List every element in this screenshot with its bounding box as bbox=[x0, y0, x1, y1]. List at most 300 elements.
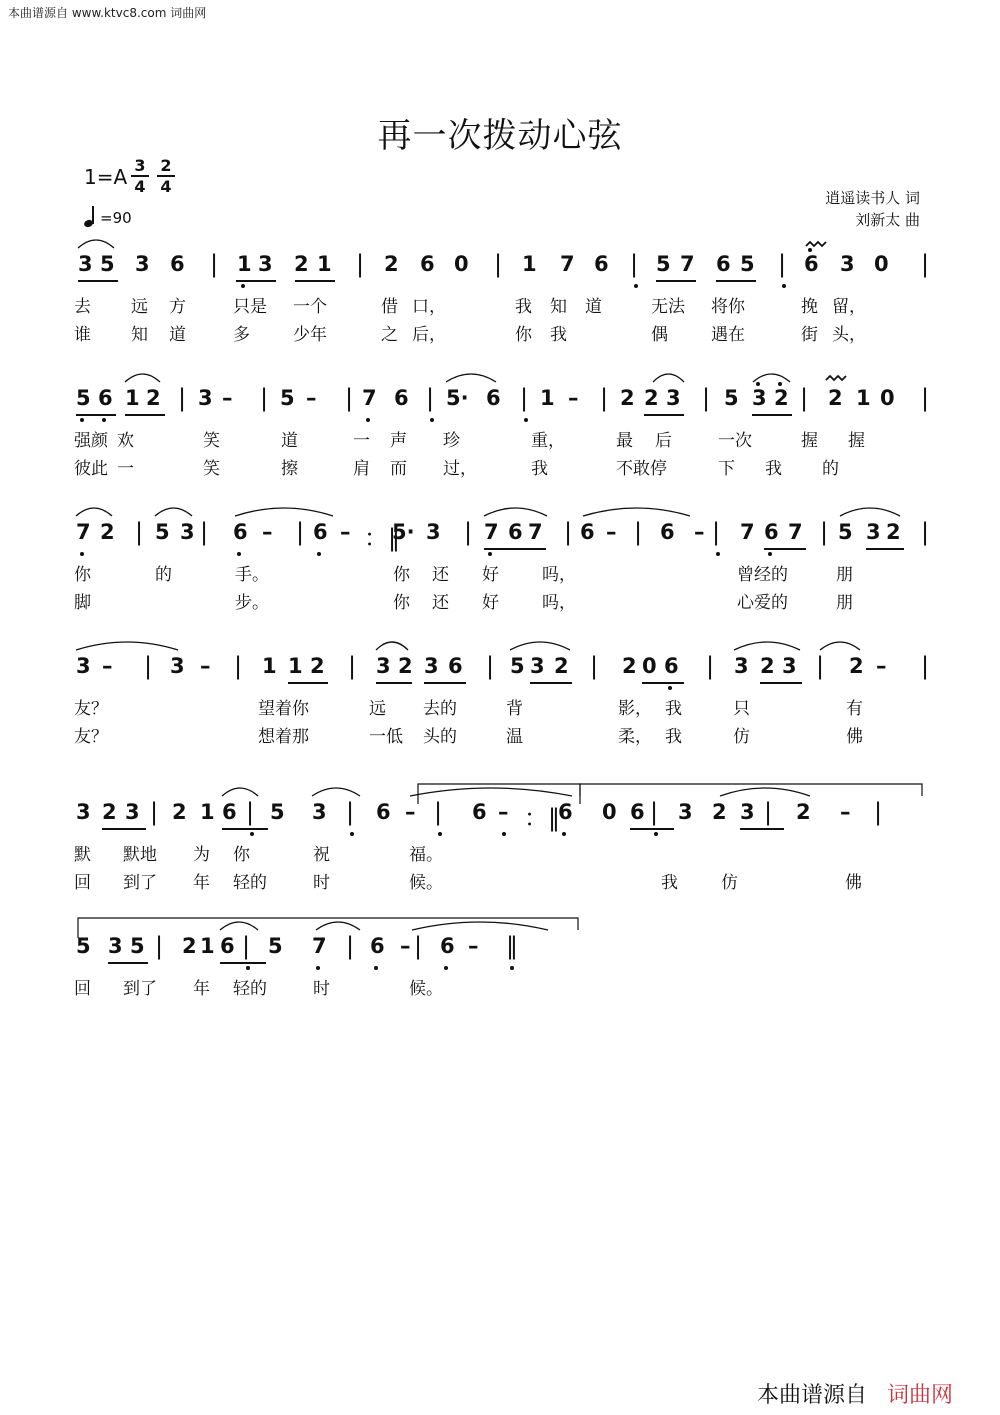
time-sig-denominator: 4 bbox=[131, 175, 149, 196]
lyric-syllable: 笑 bbox=[203, 431, 220, 451]
lyric-syllable: 你 bbox=[74, 565, 91, 585]
bar-line: | bbox=[260, 384, 269, 412]
composer-credit: 刘新太 曲 bbox=[855, 211, 920, 229]
note: 5 bbox=[100, 252, 115, 276]
lyric-syllable: 遇在 bbox=[711, 325, 745, 345]
bar-line: ‖ bbox=[506, 932, 518, 960]
note: – bbox=[340, 520, 351, 544]
lyric-syllable: 无法 bbox=[651, 297, 685, 317]
lyric-syllable: 欢 bbox=[117, 431, 134, 451]
lyric-syllable: 远 bbox=[369, 699, 386, 719]
note: 0 bbox=[642, 654, 657, 678]
lyric-syllable: 只是 bbox=[233, 297, 267, 317]
note: 6 bbox=[420, 252, 435, 276]
lyric-syllable: 头， bbox=[832, 325, 866, 345]
note: 6 bbox=[98, 386, 113, 410]
octave-dot-below bbox=[782, 284, 786, 288]
note: 6 bbox=[664, 654, 679, 678]
note: 0 bbox=[880, 386, 895, 410]
octave-dot-below bbox=[250, 832, 254, 836]
lyric-syllable: 知 bbox=[550, 297, 567, 317]
lyric-syllable: 到了 bbox=[123, 873, 157, 893]
slur-arc bbox=[510, 642, 570, 650]
note: 2 bbox=[294, 252, 309, 276]
note: – bbox=[876, 654, 887, 678]
note: 6 bbox=[448, 654, 463, 678]
note: – bbox=[306, 386, 317, 410]
bar-line: | bbox=[494, 250, 503, 278]
lyric-syllable: 年 bbox=[193, 979, 210, 999]
bar-line: | bbox=[178, 384, 187, 412]
slur-arc bbox=[734, 642, 800, 650]
lyric-syllable: 过， bbox=[443, 459, 477, 479]
watermark-bottom bbox=[757, 1378, 953, 1409]
note: 6 bbox=[716, 252, 731, 276]
bar-line: | bbox=[564, 518, 573, 546]
note: 3 bbox=[666, 386, 681, 410]
octave-dot-below bbox=[524, 418, 528, 422]
lyric-syllable: 重， bbox=[531, 431, 565, 451]
slur-arc bbox=[412, 922, 548, 930]
note: 5 bbox=[270, 800, 285, 824]
note: 3 bbox=[678, 800, 693, 824]
bar-line: | bbox=[764, 798, 773, 826]
note: 6 bbox=[472, 800, 487, 824]
lyric-syllable: 我 bbox=[665, 727, 682, 747]
time-sig-numerator: 2 bbox=[160, 156, 172, 175]
lyric-syllable: 你 bbox=[393, 593, 410, 613]
notation-marks bbox=[0, 386, 1000, 476]
note: 6 bbox=[764, 520, 779, 544]
lyric-syllable: 回 bbox=[74, 979, 91, 999]
slur-arc bbox=[583, 508, 690, 516]
lyric-syllable: 我 bbox=[550, 325, 567, 345]
note: 5 bbox=[510, 654, 525, 678]
note: – bbox=[400, 934, 411, 958]
bar-line: | bbox=[712, 518, 721, 546]
note: 7 bbox=[788, 520, 803, 544]
note: 1 bbox=[856, 386, 871, 410]
note: 6 bbox=[558, 800, 573, 824]
octave-dot-below bbox=[430, 418, 434, 422]
lyric-syllable: 最 bbox=[616, 431, 633, 451]
lyric-syllable: 背 bbox=[506, 699, 523, 719]
note: 3 bbox=[135, 252, 150, 276]
note: 5· bbox=[446, 386, 469, 410]
lyric-syllable: 停 bbox=[650, 459, 667, 479]
note: 7 bbox=[528, 520, 543, 544]
lyric-syllable: 为 bbox=[193, 845, 210, 865]
note: – bbox=[262, 520, 273, 544]
slur-arc bbox=[125, 374, 160, 382]
bar-line: | bbox=[921, 652, 930, 680]
note: 3 bbox=[198, 386, 213, 410]
lyric-syllable: 还 bbox=[432, 593, 449, 613]
note: 2 bbox=[886, 520, 901, 544]
watermark-top: 本曲谱源自 www.ktvc8.com 词曲网 bbox=[8, 6, 207, 20]
lyric-syllable: 到了 bbox=[123, 979, 157, 999]
lyric-syllable: 一 bbox=[353, 431, 370, 451]
slur-arc bbox=[76, 508, 112, 516]
lyric-syllable: 道 bbox=[169, 325, 186, 345]
note: 2 bbox=[828, 386, 843, 410]
note: – bbox=[498, 800, 509, 824]
slur-arc bbox=[653, 374, 684, 382]
note: 6 bbox=[660, 520, 675, 544]
slur-arc bbox=[376, 642, 408, 650]
bar-line: | bbox=[155, 932, 164, 960]
note: 7 bbox=[362, 386, 377, 410]
time-signature-3-4 bbox=[131, 156, 149, 196]
slur-arc bbox=[720, 788, 810, 796]
lyric-syllable: 手。 bbox=[235, 565, 269, 585]
note: 2 bbox=[644, 386, 659, 410]
slur-arc bbox=[753, 374, 790, 382]
lyric-syllable: 道 bbox=[281, 431, 298, 451]
time-sig-denominator: 4 bbox=[157, 175, 175, 196]
lyric-syllable: 友？ bbox=[74, 699, 108, 719]
note: 2 bbox=[712, 800, 727, 824]
note: 3 bbox=[424, 654, 439, 678]
lyric-syllable: 的 bbox=[822, 459, 839, 479]
lyric-syllable: 曾经的 bbox=[737, 565, 788, 585]
lyric-syllable: 握 bbox=[801, 431, 818, 451]
octave-dot-above bbox=[778, 382, 782, 386]
note: 3 bbox=[530, 654, 545, 678]
octave-dot-below bbox=[716, 552, 720, 556]
octave-dot-below bbox=[102, 418, 106, 422]
note: 3 bbox=[740, 800, 755, 824]
lyric-syllable: 我 bbox=[515, 297, 532, 317]
lyric-syllable: 将你 bbox=[711, 297, 745, 317]
note: 1 bbox=[262, 654, 277, 678]
bar-line: | bbox=[800, 384, 809, 412]
lyric-syllable: 好 bbox=[482, 593, 499, 613]
lyric-syllable: 心爱的 bbox=[737, 593, 788, 613]
bar-line: | bbox=[242, 932, 251, 960]
octave-dot-below bbox=[510, 966, 514, 970]
slur-arc bbox=[76, 642, 178, 650]
octave-dot-below bbox=[768, 552, 772, 556]
notation-marks bbox=[0, 800, 1000, 890]
note: 2 bbox=[102, 800, 117, 824]
note: – bbox=[102, 654, 113, 678]
note: – bbox=[200, 654, 211, 678]
note: 1 bbox=[125, 386, 140, 410]
note: 2 bbox=[100, 520, 115, 544]
note: 0 bbox=[602, 800, 617, 824]
page-title: 再一次拨动心弦 bbox=[377, 116, 623, 156]
note: 3 bbox=[258, 252, 273, 276]
note: 3 bbox=[125, 800, 140, 824]
notation-marks bbox=[0, 934, 1000, 1024]
lyric-syllable: 远 bbox=[131, 297, 148, 317]
note: 5· bbox=[392, 520, 415, 544]
lyric-syllable: 候。 bbox=[409, 873, 443, 893]
note: 2 bbox=[146, 386, 161, 410]
lyric-syllable: 你 bbox=[515, 325, 532, 345]
bar-line: | bbox=[706, 652, 715, 680]
note: 2 bbox=[622, 654, 637, 678]
bar-line: | bbox=[135, 518, 144, 546]
note: – bbox=[468, 934, 479, 958]
bar-line: | bbox=[921, 384, 930, 412]
bar-line: | bbox=[464, 518, 473, 546]
note: 7 bbox=[76, 520, 91, 544]
note: 6 bbox=[508, 520, 523, 544]
lyric-syllable: 方 bbox=[169, 297, 186, 317]
note: 5 bbox=[280, 386, 295, 410]
lyric-syllable: 我 bbox=[765, 459, 782, 479]
lyric-syllable: 的 bbox=[155, 565, 172, 585]
bar-line: | bbox=[921, 518, 930, 546]
note: 3 bbox=[752, 386, 767, 410]
lyric-syllable: 头的 bbox=[423, 727, 457, 747]
slur-arc bbox=[410, 788, 572, 796]
note: 1 bbox=[522, 252, 537, 276]
slur-arc bbox=[235, 508, 333, 516]
octave-dot-below bbox=[80, 552, 84, 556]
notation-marks bbox=[0, 654, 1000, 744]
lyric-syllable: 彼此 bbox=[74, 459, 108, 479]
note: 6 bbox=[370, 934, 385, 958]
lyric-syllable: 友？ bbox=[74, 727, 108, 747]
note: 2 bbox=[310, 654, 325, 678]
bar-line: | bbox=[874, 798, 883, 826]
bar-line: | bbox=[650, 798, 659, 826]
note: 6 bbox=[233, 520, 248, 544]
tempo-mark bbox=[82, 205, 132, 227]
note: 3 bbox=[376, 654, 391, 678]
bar-line: ：‖ bbox=[364, 524, 400, 552]
lyric-syllable: 仿 bbox=[733, 727, 750, 747]
octave-dot-below bbox=[444, 966, 448, 970]
slur-arc bbox=[312, 788, 360, 796]
lyric-syllable: 轻的 bbox=[233, 979, 267, 999]
octave-dot-below bbox=[246, 966, 250, 970]
bar-line: | bbox=[414, 932, 423, 960]
octave-dot-below bbox=[317, 552, 321, 556]
note: 3 bbox=[782, 654, 797, 678]
note: 6 bbox=[440, 934, 455, 958]
bar-line: | bbox=[210, 250, 219, 278]
octave-dot-below bbox=[237, 552, 241, 556]
mordent-mark bbox=[806, 242, 826, 246]
octave-dot-below bbox=[654, 832, 658, 836]
note: 2 bbox=[182, 934, 197, 958]
lyric-syllable: 佛 bbox=[846, 727, 863, 747]
lyric-syllable: 知 bbox=[131, 325, 148, 345]
note: 7 bbox=[680, 252, 695, 276]
note: 3 bbox=[180, 520, 195, 544]
lyric-syllable: 道 bbox=[585, 297, 602, 317]
lyric-syllable: 我 bbox=[665, 699, 682, 719]
note: 1 bbox=[200, 934, 215, 958]
lyric-syllable: 回 bbox=[74, 873, 91, 893]
bar-line: | bbox=[778, 250, 787, 278]
note: 3 bbox=[76, 654, 91, 678]
slur-arc bbox=[220, 922, 258, 930]
lyric-syllable: 不敢 bbox=[616, 459, 650, 479]
lyric-syllable: 珍 bbox=[443, 431, 460, 451]
note: 3 bbox=[108, 934, 123, 958]
octave-dot-below bbox=[350, 832, 354, 836]
octave-dot-below bbox=[668, 686, 672, 690]
octave-dot-below bbox=[80, 418, 84, 422]
lyric-syllable: 仿 bbox=[721, 873, 738, 893]
lyric-syllable: 默地 bbox=[123, 845, 157, 865]
octave-dot-below bbox=[316, 966, 320, 970]
bar-line: | bbox=[348, 652, 357, 680]
octave-dot-above bbox=[756, 382, 760, 386]
lyric-syllable: 借 bbox=[381, 297, 398, 317]
note: 3 bbox=[78, 252, 93, 276]
lyric-syllable: 街 bbox=[801, 325, 818, 345]
lyric-syllable: 一 bbox=[117, 459, 134, 479]
octave-dot-below bbox=[562, 832, 566, 836]
note: 7 bbox=[312, 934, 327, 958]
note: – bbox=[694, 520, 705, 544]
slur-arc bbox=[222, 788, 258, 796]
note: 5 bbox=[740, 252, 755, 276]
mordent-mark bbox=[826, 376, 846, 380]
lyric-syllable: 擦 bbox=[281, 459, 298, 479]
lyric-syllable: 握 bbox=[848, 431, 865, 451]
lyric-syllable: 一低 bbox=[369, 727, 403, 747]
bar-line: | bbox=[820, 518, 829, 546]
slur-arc bbox=[78, 240, 114, 248]
note: 0 bbox=[454, 252, 469, 276]
lyric-syllable: 时 bbox=[313, 873, 330, 893]
lyric-syllable: 我 bbox=[661, 873, 678, 893]
notation-marks bbox=[0, 520, 1000, 610]
bar-line: ：‖ bbox=[524, 804, 560, 832]
note: 3 bbox=[426, 520, 441, 544]
lyric-syllable: 笑 bbox=[203, 459, 220, 479]
lyric-syllable: 谁 bbox=[74, 325, 91, 345]
octave-dot-below bbox=[488, 552, 492, 556]
note: – bbox=[405, 800, 416, 824]
lyric-syllable: 好 bbox=[482, 565, 499, 585]
lyric-syllable: 朋 bbox=[836, 565, 853, 585]
volta-bracket bbox=[580, 784, 922, 804]
bar-line: | bbox=[630, 250, 639, 278]
note: 1 bbox=[540, 386, 555, 410]
note: 2 bbox=[554, 654, 569, 678]
lyric-syllable: 默 bbox=[74, 845, 91, 865]
octave-dot-below bbox=[502, 832, 506, 836]
note: 6 bbox=[804, 252, 819, 276]
note: 2 bbox=[620, 386, 635, 410]
bar-line: | bbox=[434, 798, 443, 826]
note: 6 bbox=[220, 934, 235, 958]
note: – bbox=[606, 520, 617, 544]
octave-dot-below bbox=[634, 284, 638, 288]
lyric-syllable: 而 bbox=[390, 459, 407, 479]
lyric-syllable: 后 bbox=[655, 431, 672, 451]
octave-dot-below bbox=[366, 418, 370, 422]
lyric-syllable: 之 bbox=[381, 325, 398, 345]
volta-bracket bbox=[418, 784, 580, 804]
lyric-syllable: 留， bbox=[832, 297, 866, 317]
lyric-syllable: 我 bbox=[531, 459, 548, 479]
note: 5 bbox=[155, 520, 170, 544]
note: 5 bbox=[838, 520, 853, 544]
lyric-syllable: 肩 bbox=[353, 459, 370, 479]
notation-marks bbox=[0, 252, 1000, 342]
slur-arc bbox=[484, 508, 547, 516]
lyric-syllable: 脚 bbox=[74, 593, 91, 613]
lyric-syllable: 下 bbox=[718, 459, 735, 479]
note: 5 bbox=[268, 934, 283, 958]
octave-dot-below bbox=[374, 966, 378, 970]
octave-dot-below bbox=[241, 284, 245, 288]
note: – bbox=[222, 386, 233, 410]
note: 5 bbox=[76, 934, 91, 958]
lyric-syllable: 福。 bbox=[409, 845, 443, 865]
note: 3 bbox=[76, 800, 91, 824]
lyric-syllable: 强颜 bbox=[74, 431, 108, 451]
lyric-syllable: 一次 bbox=[718, 431, 752, 451]
note: – bbox=[840, 800, 851, 824]
bar-line: | bbox=[486, 652, 495, 680]
note: 6 bbox=[170, 252, 185, 276]
volta-bracket bbox=[78, 918, 578, 938]
note: 2 bbox=[398, 654, 413, 678]
note: 6 bbox=[594, 252, 609, 276]
bar-line: | bbox=[590, 652, 599, 680]
slur-arc bbox=[446, 374, 496, 382]
lyric-syllable: 轻的 bbox=[233, 873, 267, 893]
lyric-syllable: 吗， bbox=[542, 593, 576, 613]
bar-line: | bbox=[144, 652, 153, 680]
watermark-bottom-site: 词曲网 bbox=[887, 1383, 954, 1408]
lyric-syllable: 还 bbox=[432, 565, 449, 585]
lyric-syllable: 口， bbox=[412, 297, 446, 317]
bar-line: | bbox=[520, 384, 529, 412]
note: 3 bbox=[840, 252, 855, 276]
slur-arc bbox=[155, 508, 192, 516]
note: 2 bbox=[774, 386, 789, 410]
note: 7 bbox=[484, 520, 499, 544]
bar-line: | bbox=[200, 518, 209, 546]
lyric-syllable: 温 bbox=[506, 727, 523, 747]
slur-arc bbox=[316, 922, 360, 930]
lyric-syllable: 想着那 bbox=[258, 727, 309, 747]
bar-line: | bbox=[816, 652, 825, 680]
note: 6 bbox=[222, 800, 237, 824]
note: 2 bbox=[172, 800, 187, 824]
lyric-syllable: 去 bbox=[74, 297, 91, 317]
note: 6 bbox=[630, 800, 645, 824]
note: 5 bbox=[76, 386, 91, 410]
lyric-syllable: 柔， bbox=[618, 727, 652, 747]
lyric-syllable: 时 bbox=[313, 979, 330, 999]
note: 1 bbox=[288, 654, 303, 678]
bar-line: | bbox=[246, 798, 255, 826]
lyric-syllable: 步。 bbox=[235, 593, 269, 613]
watermark-bottom-source: 本曲谱源自 bbox=[757, 1383, 868, 1408]
lyric-syllable: 一个 bbox=[293, 297, 327, 317]
key-signature: 1=A bbox=[84, 165, 128, 189]
lyric-syllable: 候。 bbox=[409, 979, 443, 999]
bar-line: | bbox=[634, 518, 643, 546]
note: 6 bbox=[394, 386, 409, 410]
lyric-syllable: 佛 bbox=[845, 873, 862, 893]
time-sig-numerator: 3 bbox=[134, 156, 146, 175]
bar-line: | bbox=[702, 384, 711, 412]
note: 7 bbox=[740, 520, 755, 544]
